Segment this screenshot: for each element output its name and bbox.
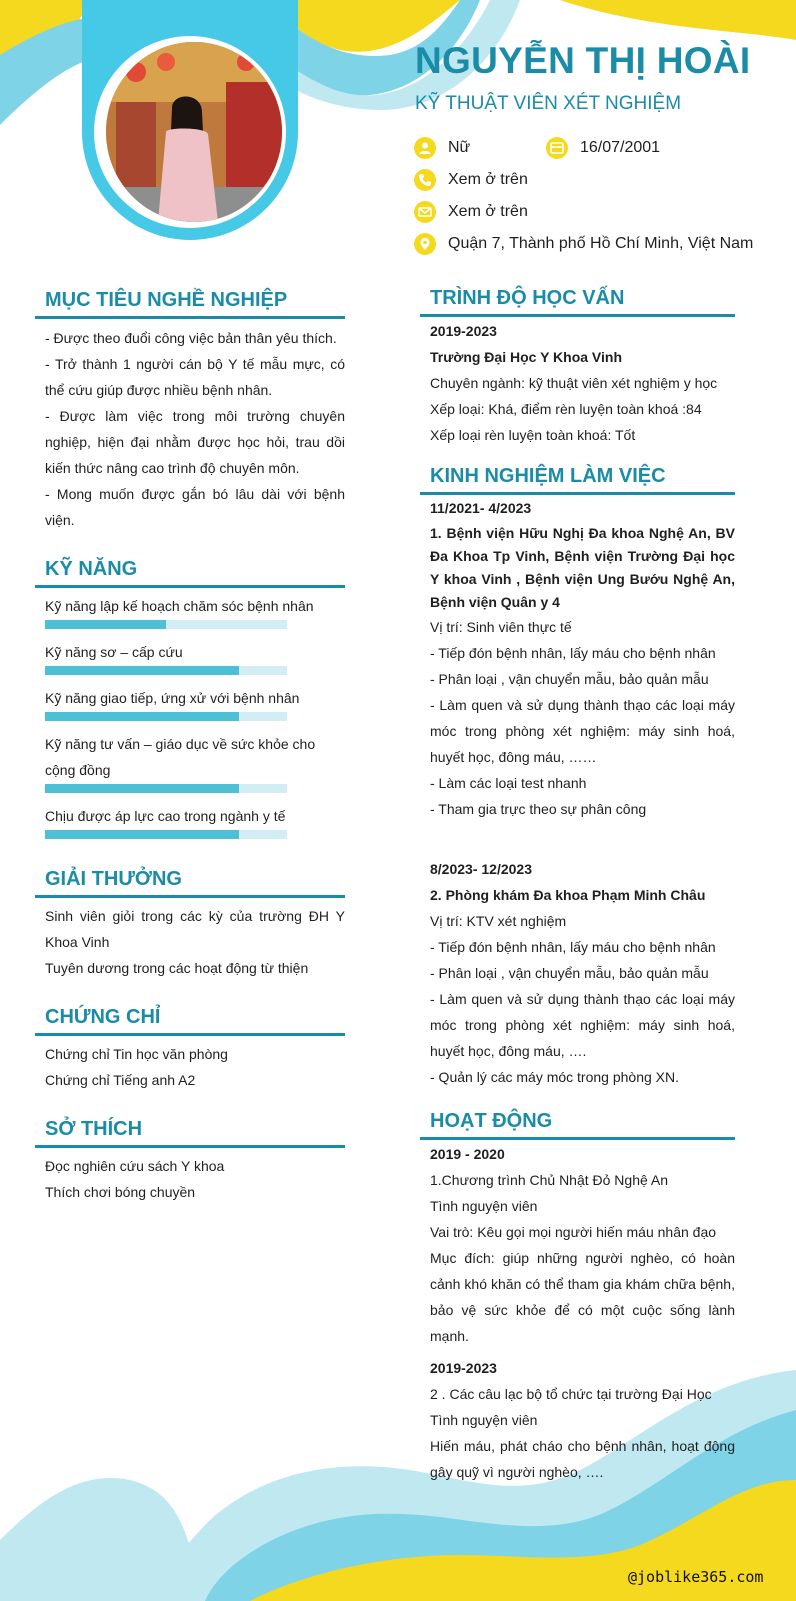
objective-text bbox=[45, 325, 345, 533]
objective-line: - Được theo đuổi công việc bản thân yêu thích. bbox=[45, 330, 337, 346]
skill-label: Kỹ năng sơ – cấp cứu bbox=[45, 644, 183, 660]
job-line: - Làm quen và sử dụng thành thạo các loại máy móc trong phòng xét nghiệm: máy sinh hoá, huyết học, đông máu, …. bbox=[430, 991, 735, 1059]
phone-icon bbox=[414, 169, 436, 191]
skill-bar-fill bbox=[45, 784, 239, 793]
activity-line: Hiến máu, phát cháo cho bệnh nhân, hoạt động gây quỹ vì người nghèo, …. bbox=[430, 1438, 735, 1480]
skill-bar-fill bbox=[45, 712, 239, 721]
hobby-line: Đọc nghiên cứu sách Y khoa bbox=[45, 1158, 225, 1174]
job-org: 1. Bệnh viện Hữu Nghị Đa khoa Nghệ An, BV Đa Khoa Tp Vinh, Bệnh viện Trường Đại học Y khoa Vinh , Bệnh viện Ung Bướu Nghệ An, Bệnh viện Quân y 4 bbox=[430, 525, 735, 610]
education-text bbox=[430, 318, 735, 448]
job-line: Vị trí: Sinh viên thực tế bbox=[430, 619, 572, 635]
experience-title: KINH NGHIỆM LÀM VIỆC bbox=[430, 465, 666, 487]
candidate-name: NGUYỄN THỊ HOÀI bbox=[415, 40, 751, 81]
skill-bar-fill bbox=[45, 620, 166, 629]
hobby-line: Thích chơi bóng chuyền bbox=[45, 1184, 196, 1200]
certificates-rule bbox=[35, 1033, 345, 1036]
hobbies-title: SỞ THÍCH bbox=[45, 1118, 143, 1140]
award-line: Tuyên dương trong các hoạt động từ thiện bbox=[45, 960, 309, 976]
objective-title: MỤC TIÊU NGHỀ NGHIỆP bbox=[45, 289, 288, 311]
skill-bar bbox=[45, 666, 287, 675]
skill-bar bbox=[45, 784, 287, 793]
skill-label: Kỹ năng tư vấn – giáo dục về sức khỏe cho cộng đồng bbox=[45, 736, 316, 778]
skill-bar-fill bbox=[45, 830, 239, 839]
activity-1 bbox=[430, 1141, 735, 1349]
hobbies-rule bbox=[35, 1145, 345, 1148]
skill-bar-fill bbox=[45, 666, 239, 675]
job-line: - Phân loại , vận chuyển mẫu, bảo quản mẫu bbox=[430, 671, 709, 687]
phone-value: Xem ở trên bbox=[448, 171, 528, 188]
education-period: 2019-2023 bbox=[430, 323, 497, 339]
skills-title: KỸ NĂNG bbox=[45, 558, 138, 580]
calendar-icon bbox=[546, 137, 568, 159]
profile-photo bbox=[106, 42, 282, 222]
education-title: TRÌNH ĐỘ HỌC VẤN bbox=[430, 287, 625, 309]
user-icon bbox=[414, 137, 436, 159]
activity-2 bbox=[430, 1355, 735, 1485]
activity-period: 2019 - 2020 bbox=[430, 1146, 505, 1162]
objective-line: - Trở thành 1 người cán bộ Y tế mẫu mực, có thể cứu giúp được nhiều bệnh nhân. bbox=[45, 356, 345, 398]
skill-bar bbox=[45, 712, 287, 721]
job-line: Vị trí: KTV xét nghiệm bbox=[430, 913, 567, 929]
objective-line: - Mong muốn được gắn bó lâu dài với bệnh viện. bbox=[45, 486, 345, 528]
education-line: Xếp loại: Khá, điểm rèn luyện toàn khoá :84 bbox=[430, 401, 702, 417]
activity-name: 1.Chương trình Chủ Nhật Đỏ Nghệ An bbox=[430, 1172, 669, 1188]
location-icon bbox=[414, 233, 436, 255]
activity-line: Tình nguyện viên bbox=[430, 1412, 538, 1428]
hobbies-text bbox=[45, 1153, 345, 1205]
certificate-line: Chứng chỉ Tin học văn phòng bbox=[45, 1046, 228, 1062]
certificates-text bbox=[45, 1041, 345, 1093]
job-line: - Phân loại , vận chuyển mẫu, bảo quản mẫu bbox=[430, 965, 709, 981]
job-line: - Quản lý các máy móc trong phòng XN. bbox=[430, 1069, 679, 1085]
certificates-title: CHỨNG CHỈ bbox=[45, 1006, 161, 1028]
activity-line: Vai trò: Kêu gọi mọi người hiến máu nhân đạo bbox=[430, 1224, 717, 1240]
job-period: 8/2023- 12/2023 bbox=[430, 861, 532, 877]
footer-handle: @joblike365.com bbox=[628, 1568, 764, 1586]
gender-value: Nữ bbox=[448, 139, 471, 156]
mail-icon bbox=[414, 201, 436, 223]
award-line: Sinh viên giỏi trong các kỳ của trường ĐH Y Khoa Vinh bbox=[45, 908, 345, 950]
job-line: - Làm quen và sử dụng thành thạo các loại máy móc trong phòng xét nghiệm: máy sinh hoá, huyết học, đông máu, …… bbox=[430, 697, 735, 765]
certificate-line: Chứng chỉ Tiếng anh A2 bbox=[45, 1072, 196, 1088]
job-line: - Tiếp đón bệnh nhân, lấy máu cho bệnh nhân bbox=[430, 645, 716, 661]
activities-title: HOẠT ĐỘNG bbox=[430, 1110, 553, 1132]
job-line: - Tiếp đón bệnh nhân, lấy máu cho bệnh nhân bbox=[430, 939, 716, 955]
skill-label: Kỹ năng giao tiếp, ứng xử với bệnh nhân bbox=[45, 690, 300, 706]
job-line: - Làm các loại test nhanh bbox=[430, 775, 587, 791]
job-period: 11/2021- 4/2023 bbox=[430, 500, 532, 516]
awards-rule bbox=[35, 895, 345, 898]
address-value: Quận 7, Thành phố Hồ Chí Minh, Việt Nam bbox=[448, 235, 754, 252]
awards-title: GIẢI THƯỞNG bbox=[45, 868, 182, 890]
candidate-role: KỸ THUẬT VIÊN XÉT NGHIỆM bbox=[415, 93, 682, 114]
skills-rule bbox=[35, 585, 345, 588]
activity-name: 2 . Các câu lạc bộ tổ chức tại trường Đại Học bbox=[430, 1386, 712, 1402]
skill-bar bbox=[45, 830, 287, 839]
education-school: Trường Đại Học Y Khoa Vinh bbox=[430, 349, 623, 365]
awards-text bbox=[45, 903, 345, 981]
skill-label: Chịu được áp lực cao trong ngành y tế bbox=[45, 808, 286, 824]
objective-line: - Được làm việc trong môi trường chuyên nghiệp, hiện đại nhằm được học hỏi, trau dồi kiến thức nâng cao trình độ chuyên môn. bbox=[45, 408, 345, 476]
activity-line: Tình nguyện viên bbox=[430, 1198, 538, 1214]
experience-job-2 bbox=[430, 856, 735, 1090]
activity-line: Mục đích: giúp những người nghèo, có hoàn cảnh khó khăn có thể tham gia khám chữa bệnh, bảo vệ sức khỏe để có một cuộc sống lành mạnh. bbox=[430, 1250, 735, 1344]
experience-job-1 bbox=[430, 495, 735, 822]
job-line: - Tham gia trực theo sự phân công bbox=[430, 801, 647, 817]
birthdate-value: 16/07/2001 bbox=[580, 139, 661, 156]
email-value: Xem ở trên bbox=[448, 203, 528, 220]
activities-rule bbox=[420, 1137, 735, 1140]
objective-rule bbox=[35, 316, 345, 319]
education-line: Xếp loại rèn luyện toàn khoá: Tốt bbox=[430, 427, 636, 443]
education-rule bbox=[420, 314, 735, 317]
skill-bar bbox=[45, 620, 287, 629]
job-org: 2. Phòng khám Đa khoa Phạm Minh Châu bbox=[430, 887, 706, 903]
skill-label: Kỹ năng lập kế hoạch chăm sóc bệnh nhân bbox=[45, 598, 314, 614]
activity-period: 2019-2023 bbox=[430, 1360, 497, 1376]
education-line: Chuyên ngành: kỹ thuật viên xét nghiệm y học bbox=[430, 375, 718, 391]
